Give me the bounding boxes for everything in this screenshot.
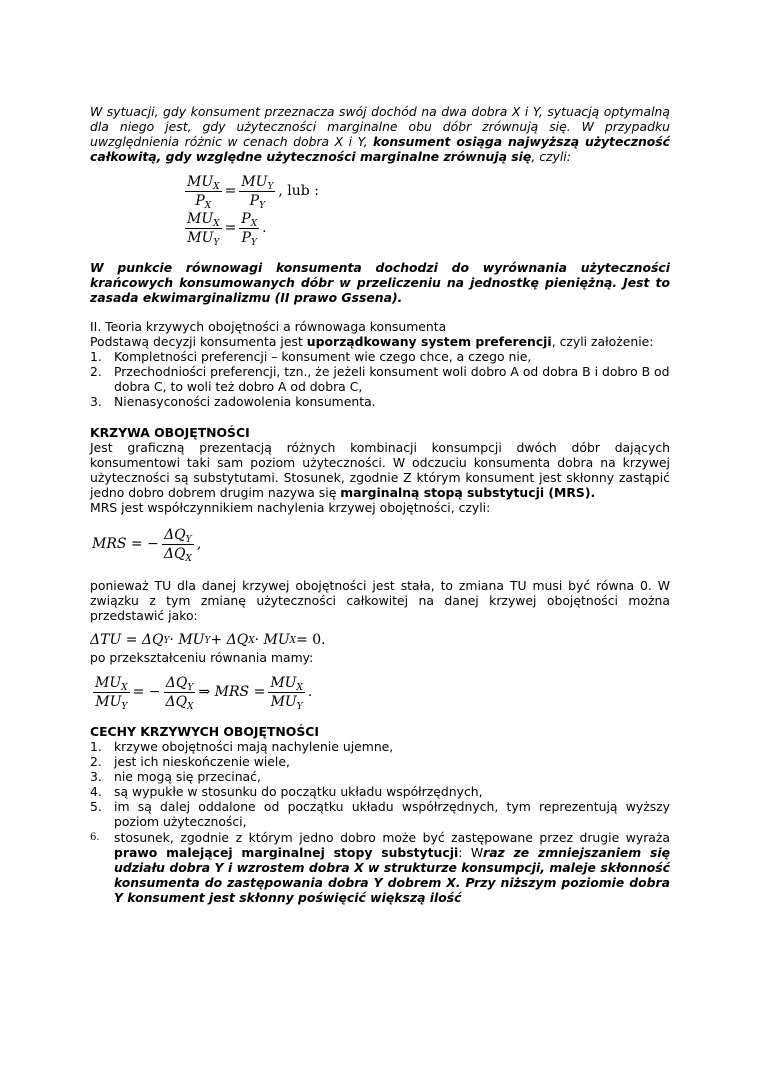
list-item: 1. Kompletności preferencji – konsument wie czego chce, a czego nie, — [90, 349, 532, 364]
document-page — [90, 104, 670, 905]
indifference-paragraph: Jest graficzną prezentacją różnych kombinacji konsumpcji dwóch dóbr dających konsumentowi taki sam poziom użyteczności. W odczuciu konsumenta dobra na krzywej użyteczności są substytutami. Stosunek, zgodnie Z którym konsument jest skłonny zastąpić jedno dobro dobrem drugim nazywa się marginalną stopą substytucji (MRS). — [90, 440, 670, 500]
equation-mu-over-p: $\frac{MU_X}{P_X}$ = $\frac{MU_Y}{P_Y}$ , lub : — [187, 174, 319, 211]
fraction: $\frac{MU_X}{MU_Y}$ — [95, 675, 128, 712]
list-item: 2. Przechodniości preferencji, tzn., że jeżeli konsument woli dobro A od dobra B i dobro B od dobra C, to woli też dobro A od dobra C, — [90, 364, 670, 394]
equilibrium-paragraph: W punkcie równowagi konsumenta dochodzi do wyrównania użyteczności krańcowych konsumowanych dóbr w przeliczeniu na jednostkę pieniężną. Jest to zasada ekwimarginalizmu (II prawo Gssena). — [90, 260, 670, 305]
intro-bold-text: konsument osiąga najwyższą użyteczność całkowitą, gdy względne użyteczności marginalne zrównują się — [90, 134, 670, 164]
features-heading: CECHY KRZYWYCH OBOJĘTNOŚCI — [90, 724, 319, 739]
mrs-paragraph: MRS jest współczynnikiem nachylenia krzywej obojętności, czyli: — [90, 500, 491, 515]
equation-suffix: . — [262, 220, 267, 236]
list-item: 1. krzywe obojętności mają nachylenie ujemne, — [90, 739, 394, 754]
list-item: 6. stosunek, zgodnie z którym jedno dobro może być zastępowane przez drugie wyraża prawo malejącej marginalnej stopy substytucji: Wraz ze zmniejszaniem się udziału dobra Y i wzrostem dobra X w strukturze konsumpcji, maleje skłonność konsumenta do zastępowania dobra Y dobrem X. Przy niższym poziomie dobra Y konsument jest skłonny poświęcić większą ilość — [90, 830, 670, 905]
indifference-heading: KRZYWA OBOJĘTNOŚCI — [90, 425, 250, 440]
transform-paragraph: po przekształceniu równania mamy: — [90, 650, 314, 665]
tu-paragraph: ponieważ TU dla danej krzywej obojętności jest stała, to zmiana TU musi być równa 0. W związku z tym zmianę użyteczności całkowitej na danej krzywej obojętności można przedstawić jako: — [90, 578, 670, 623]
fraction: $\frac{\Delta Q_Y}{\Delta Q_X}$ — [163, 527, 192, 564]
fraction: $\frac{P_X}{P_Y}$ — [241, 211, 258, 248]
features-list — [90, 739, 670, 905]
fraction: $\frac{MU_Y}{P_Y}$ — [241, 174, 274, 211]
equation-block-1 — [182, 174, 670, 246]
list-item: 3. nie mogą się przecinać, — [90, 769, 261, 784]
fraction: $\frac{\Delta Q_Y}{\Delta Q_X}$ — [165, 675, 194, 712]
fraction: $\frac{MU_X}{P_X}$ — [187, 174, 220, 211]
preferences-paragraph: Podstawą decyzji konsumenta jest uporządkowany system preferencji, czyli założenie: — [90, 334, 654, 349]
equation-mrs-derivation: $\frac{MU_X}{MU_Y}$ = − $\frac{\Delta Q_Y}{\Delta Q_X}$ ⇒ MRS = $\frac{MU_X}{MU_Y}$ . — [95, 675, 313, 712]
list-item: 3. Nienasyconości zadowolenia konsumenta. — [90, 394, 376, 409]
equation-suffix: , lub : — [278, 183, 319, 199]
intro-paragraph — [90, 104, 670, 164]
fraction: $\frac{MU_X}{MU_Y}$ — [187, 211, 220, 248]
equation-mu-ratio-price-ratio: $\frac{MU_X}{MU_Y}$ = $\frac{P_X}{P_Y}$ . — [187, 211, 267, 248]
intro-tail-text: , czyli: — [531, 149, 571, 164]
section-2-title: II. Teoria krzywych obojętności a równowaga konsumenta — [90, 319, 447, 334]
intro-text: W sytuacji, gdy konsument przeznacza swój dochód na dwa dobra X i Y, sytuacją optymalną dla niego jest, gdy użyteczności marginalne obu dóbr zrównują się. W przypadku uwzględnienia różnic w cenach dobra X i Y, — [90, 104, 670, 149]
fraction: $\frac{MU_X}{MU_Y}$ — [270, 675, 303, 712]
list-item: 4. są wypukłe w stosunku do początku układu współrzędnych, — [90, 784, 483, 799]
list-item: 2. jest ich nieskończenie wiele, — [90, 754, 290, 769]
equation-mrs: MRS = − $\frac{\Delta Q_Y}{\Delta Q_X}$ , — [92, 527, 202, 564]
equation-delta-tu: ΔTU = ΔQ Y · MU Y + ΔQ X · MU X = 0. — [90, 632, 326, 648]
assumptions-list — [90, 349, 670, 409]
list-item: 5. im są dalej oddalone od początku układu współrzędnych, tym reprezentują wyższy poziom użyteczności, — [90, 799, 670, 829]
